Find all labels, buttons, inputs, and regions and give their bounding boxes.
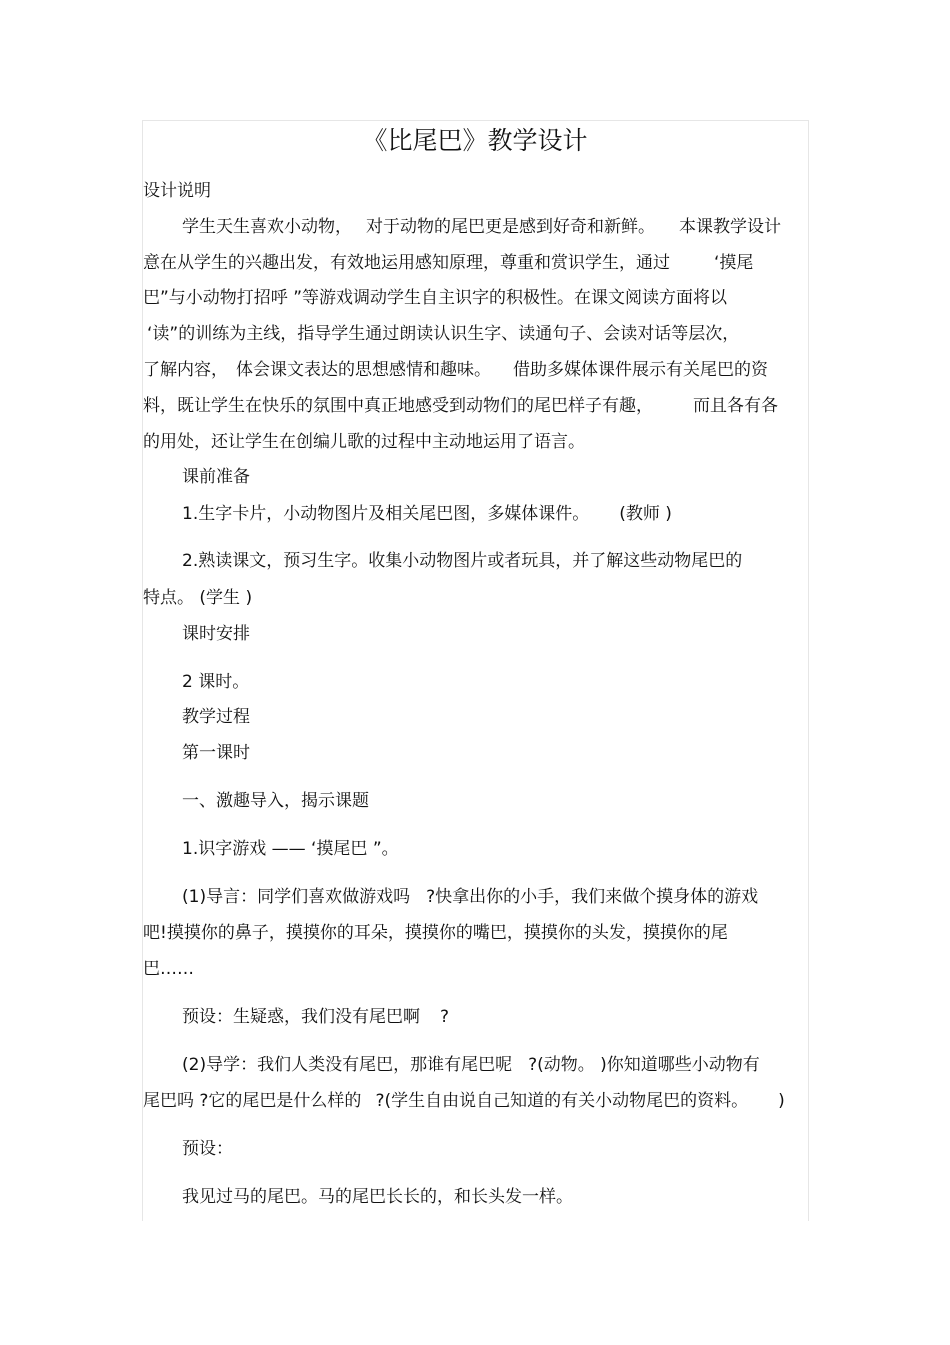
preset-2: 预设： (182, 1139, 233, 1159)
first-lesson-heading: 第一课时 (182, 743, 250, 763)
horse-tail-line: 我见过马的尾巴。马的尾巴长长的，和长头发一样。 (182, 1187, 573, 1207)
step-1-heading: 一、激趣导入，揭示课题 (182, 791, 369, 811)
guide-line-1: (2)导学：我们人类没有尾巴，那谁有尾巴呢 ?(动物。 )你知道哪些小动物有 (182, 1055, 760, 1075)
page-title: 《比尾巴》教学设计 (362, 126, 588, 155)
design-para-line-2: 意在从学生的兴趣出发，有效地运用感知原理，尊重和赏识学生，通过 ‘摸尾 (143, 253, 754, 273)
intro-line-2: 吧!摸摸你的鼻子，摸摸你的耳朵，摸摸你的嘴巴，摸摸你的头发，摸摸你的尾 (143, 923, 728, 943)
intro-line-3: 巴…… (143, 959, 194, 979)
intro-line-1: (1)导言：同学们喜欢做游戏吗 ?快拿出你的小手，我们来做个摸身体的游戏 (182, 887, 759, 907)
preset-1: 预设：生疑惑，我们没有尾巴啊 ? (182, 1007, 450, 1027)
design-para-line-7: 的用处，还让学生在创编儿歌的过程中主动地运用了语言。 (143, 432, 585, 452)
prep-item-2-line-2: 特点。 (学生 ) (143, 588, 253, 608)
design-para-line-6: 料，既让学生在快乐的氛围中真正地感受到动物们的尾巴样子有趣， 而且各有各 (143, 396, 778, 416)
design-para-line-1: 学生天生喜欢小动物， 对于动物的尾巴更是感到好奇和新鲜。 本课教学设计 (182, 217, 781, 237)
guide-line-2: 尾巴吗 ?它的尾巴是什么样的 ?(学生自由说自己知道的有关小动物尾巴的资料。 ) (143, 1091, 785, 1111)
section-heading-design-note: 设计说明 (143, 181, 211, 201)
schedule-value: 2 课时。 (182, 672, 250, 692)
design-para-line-5: 了解内容， 体会课文表达的思想感情和趣味。 借助多媒体课件展示有关尾巴的资 (143, 360, 768, 380)
design-para-line-4: ‘读”的训练为主线，指导学生通过朗读认识生字、读通句子、会读对话等层次， (147, 324, 740, 344)
prep-item-1: 1.生字卡片，小动物图片及相关尾巴图，多媒体课件。 (教师 ) (182, 504, 672, 524)
prep-item-2-line-1: 2.熟读课文，预习生字。收集小动物图片或者玩具，并了解这些动物尾巴的 (182, 551, 743, 571)
section-heading-process: 教学过程 (182, 707, 250, 727)
step-1-1: 1.识字游戏 —— ‘摸尾巴 ”。 (182, 839, 399, 859)
section-heading-schedule: 课时安排 (182, 624, 250, 644)
design-para-line-3: 巴”与小动物打招呼 ”等游戏调动学生自主识字的积极性。在课文阅读方面将以 (143, 288, 728, 308)
section-heading-prep: 课前准备 (182, 467, 250, 487)
